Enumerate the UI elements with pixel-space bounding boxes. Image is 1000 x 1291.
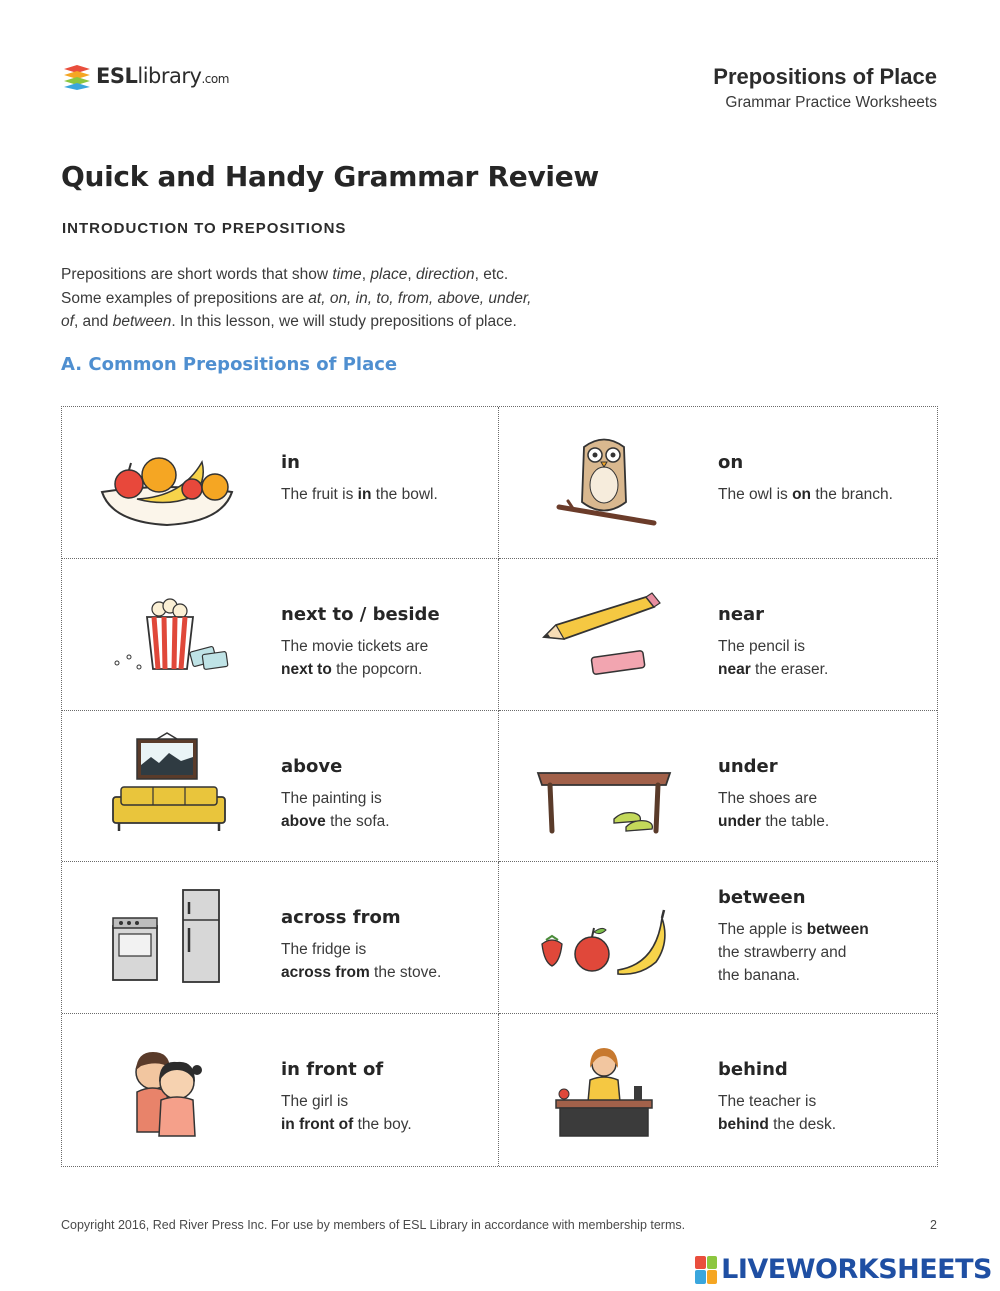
preposition-word: in [281, 452, 300, 473]
preposition-card-behind [499, 1014, 937, 1166]
fruit-bowl-illustration [97, 427, 237, 537]
logo-brand: ESL [96, 64, 138, 88]
preposition-card-above [62, 711, 499, 863]
preposition-card-in [62, 407, 499, 559]
girl-boy-illustration [97, 1034, 237, 1144]
example-sentence: The owl is on the branch. [718, 486, 893, 503]
preposition-card-next-to [62, 559, 499, 711]
strawberry-apple-banana-illustration [534, 882, 674, 992]
preposition-word: behind [718, 1059, 788, 1081]
copyright-footer: Copyright 2016, Red River Press Inc. For use by members of ESL Library in accordance with membership terms. [61, 1218, 686, 1232]
intro-paragraph: Prepositions are short words that show time, place, direction, etc. Some examples of prepositions are at, on, in, to, from, above, under, of, and between. In this lesson, we will study prepositions of place. [61, 266, 532, 330]
example-sentence: The girl is in front of the boy. [281, 1093, 412, 1134]
liveworksheets-text: LIVEWORKSHEETS [721, 1254, 992, 1285]
liveworksheets-watermark [695, 1254, 992, 1285]
book-stack-icon [62, 61, 92, 91]
preposition-card-across-from [62, 862, 499, 1014]
preposition-word: above [281, 755, 343, 777]
preposition-card-between [499, 862, 937, 1014]
fridge-stove-illustration [97, 882, 237, 992]
logo-library: library [137, 64, 202, 88]
logo-dotcom: .com [201, 72, 229, 86]
preposition-word: across from [281, 907, 401, 929]
example-sentence: The fruit is in the bowl. [281, 486, 438, 503]
example-sentence: The pencil is near the eraser. [718, 637, 829, 678]
example-sentence: The apple is between the strawberry and the banana. [718, 921, 869, 985]
preposition-word: next to / beside [281, 603, 440, 625]
preposition-word: near [718, 603, 765, 625]
esl-library-logo [62, 60, 229, 92]
example-sentence: The fridge is across from the stove. [281, 941, 442, 982]
example-sentence: The movie tickets are next to the popcorn. [281, 637, 429, 678]
painting-sofa-illustration [97, 731, 237, 841]
worksheet-title: Prepositions of Place [713, 64, 937, 89]
preposition-card-near [499, 559, 937, 711]
pencil-eraser-illustration [534, 579, 674, 689]
preposition-word: on [718, 452, 744, 473]
prepositions-grid [61, 406, 938, 1167]
intro-heading: INTRODUCTION TO PREPOSITIONS [62, 220, 347, 237]
section-title: A. Common Prepositions of Place [61, 354, 398, 375]
preposition-word: in front of [281, 1059, 384, 1081]
worksheet-subtitle: Grammar Practice Worksheets [725, 94, 937, 111]
preposition-word: under [718, 755, 778, 777]
example-sentence: The shoes are under the table. [718, 789, 830, 830]
owl-illustration [534, 427, 674, 537]
preposition-card-on [499, 407, 937, 559]
page-number: 2 [930, 1218, 937, 1232]
preposition-card-under [499, 711, 937, 863]
teacher-desk-illustration [534, 1034, 674, 1144]
liveworksheets-logo-icon [695, 1256, 717, 1284]
preposition-word: between [718, 887, 806, 909]
preposition-card-in-front-of [62, 1014, 499, 1166]
example-sentence: The teacher is behind the desk. [718, 1093, 837, 1134]
page-title: Quick and Handy Grammar Review [61, 160, 599, 193]
table-shoes-illustration [534, 731, 674, 841]
example-sentence: The painting is above the sofa. [281, 789, 390, 830]
popcorn-tickets-illustration [97, 579, 237, 689]
